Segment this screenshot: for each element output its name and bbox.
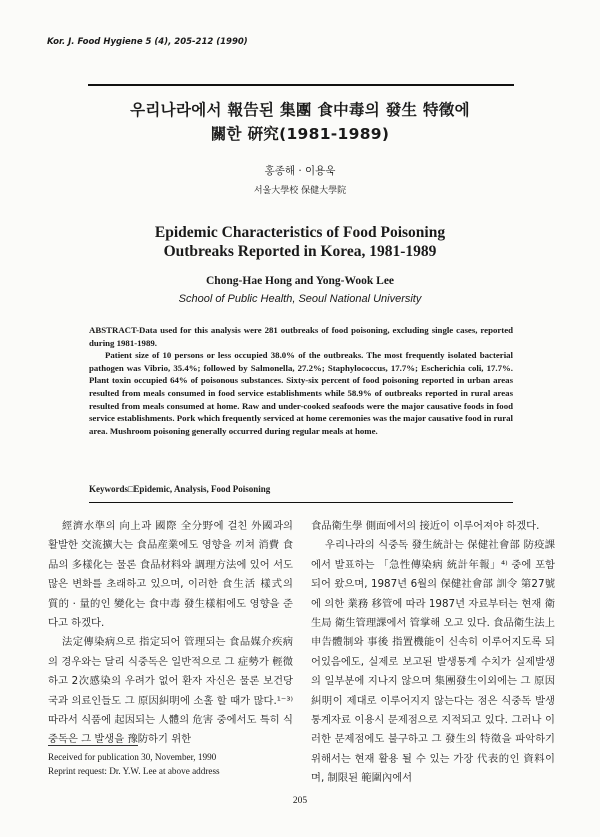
abstract-paragraph-2: Patient size of 10 persons or less occupied 38.0% of the outbreaks. The most frequently isolated bacterial pathogen was Vibrio, 35.4%; followed by Salmonella, 27.2%; Staphylococcus, 17.7%; Escherichia coli, 17.7%. Plant toxin occupied 64% of poisonous substances. Sixty-six percent of food poisoning reported in urban areas resulted from meals consumed in food service establishments while 58.9% of outbreaks reported in rural areas resulted from meals consumed at home. Raw and under-cooked seafoods were the major causative foods in food service establishments. Pork which frequently serviced at home ceremonies was the major causative food in rural area. Mushroom poisoning generally occurred during regular meals at home. bbox=[89, 350, 513, 436]
footnote-reprint: Reprint request: Dr. Y.W. Lee at above address bbox=[48, 766, 220, 776]
body-right-paragraph-2: 우리나라의 식중독 發生統計는 保健社會部 防疫課에서 발표하는 「急性傳染病 統計年報」⁴⁾ 중에 포함되어 왔으며, 1987년 6월의 保健社會部 訓令 第27號에 의한 業務 移管에 따라 1987년 자료부터는 현재 衛生局 衛生管理課에서 管掌해 오고 있다. 食品衛生法上 申告體制와 事後 指置機能이 신속히 이루어지도록 되어있음에도, 실제로 보고된 발생통계 수치가 실제발생의 일부분에 지나지 않으며 集團發生이외에는 그 原因糾明이 제대로 이루어지지 않는다는 점은 식중독 발생 통계자료 이용시 문제점으로 지적되고 있다. 그러나 이러한 문제점에도 불구하고 그 發生의 特徵을 파악하기 위해서는 현재 활용 될 수 있는 가장 代表的인 資料이며, 制限된 範圍內에서 bbox=[311, 539, 555, 785]
abstract-paragraph-1: ABSTRACT-Data used for this analysis were 281 outbreaks of food poisoning, excluding single cases, reported during 1981-1989. bbox=[89, 325, 513, 348]
english-title-line-1: Epidemic Characteristics of Food Poisoning bbox=[154, 224, 446, 241]
footnote-received: Received for publication 30, November, 1990 bbox=[48, 752, 217, 762]
body-left-column bbox=[48, 517, 293, 750]
title-top-rule bbox=[88, 84, 514, 86]
journal-citation: Kor. J. Food Hygiene 5 (4), 205-212 (1990) bbox=[47, 37, 248, 47]
body-right-column bbox=[311, 517, 555, 789]
abstract-bottom-rule bbox=[89, 502, 513, 503]
abstract bbox=[89, 324, 513, 437]
korean-authors: 홍종해 · 이용욱 bbox=[264, 165, 336, 177]
body-left-paragraph-2: 法定傳染病으로 指定되어 管理되는 食品媒介疾病의 경우와는 달리 식중독은 일반적으로 그 症勢가 輕微하고 2次感染의 우려가 없어 환자 자신은 물론 보건당국과 의료인들도 그 原因糾明에 소홀 할 때가 많다.¹⁻³⁾ 따라서 식품에 起因되는 人體의 危害 중에서도 특히 식중독은 그 발생을 豫防하기 위한 bbox=[48, 636, 293, 746]
footnote-rule bbox=[48, 745, 138, 746]
body-left-paragraph-1: 經濟水準의 向上과 國際 全分野에 걸친 外國과의 활발한 交流擴大는 食品産業에도 영향을 끼쳐 消費 食品의 多樣化는 물론 食品材料와 調理方法에 있어 서도 많은 변화를 초래하고 있으며, 이러한 食生活 樣式의 質的 · 量的인 變化는 食中毒 發生樣相에도 영향을 준다고 하겠다. bbox=[48, 520, 293, 630]
korean-affiliation: 서울大學校 保健大學院 bbox=[253, 186, 347, 196]
korean-title-line-2: 關한 硏究(1981-1989) bbox=[210, 125, 390, 143]
page-number: 205 bbox=[292, 796, 308, 806]
body-right-paragraph-1: 食品衛生學 側面에서의 接近이 이루어져야 하겠다. bbox=[311, 520, 540, 532]
english-authors: Chong-Hae Hong and Yong-Wook Lee bbox=[205, 275, 395, 287]
english-title-line-2: Outbreaks Reported in Korea, 1981-1989 bbox=[163, 243, 437, 260]
keywords: Keywords□Epidemic, Analysis, Food Poisoning bbox=[89, 484, 271, 494]
english-affiliation: School of Public Health, Seoul National University bbox=[178, 293, 422, 305]
korean-title-line-1: 우리나라에서 報告된 集團 食中毒의 發生 特徵에 bbox=[130, 101, 470, 119]
